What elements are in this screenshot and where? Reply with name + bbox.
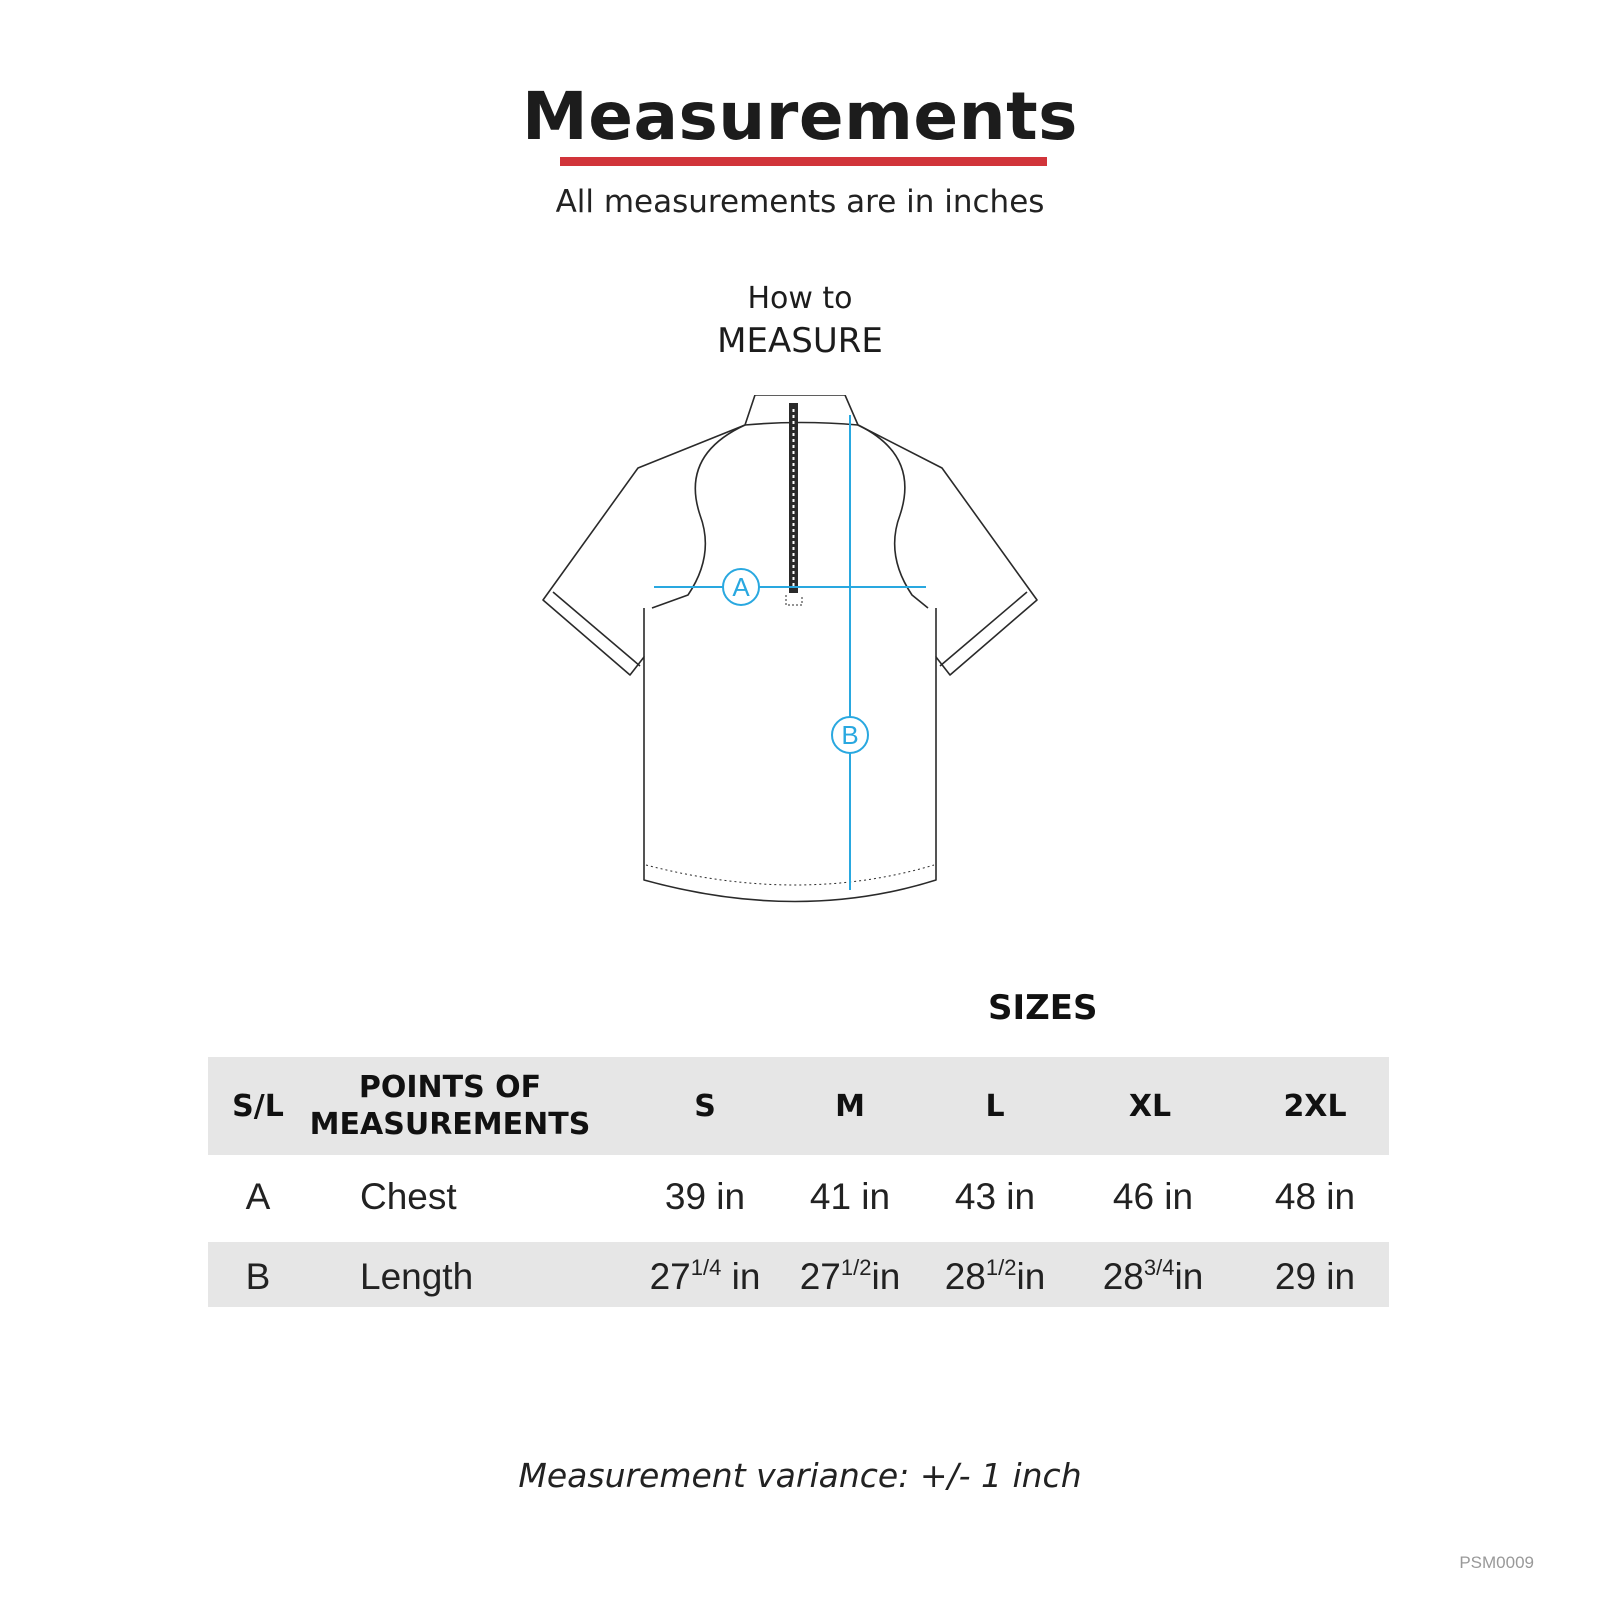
sizes-heading: SIZES [988,988,1098,1028]
row-a-l: 43 in [954,1176,1036,1217]
how-to-measure-heading [0,278,1600,362]
row-b-point: Length [360,1256,474,1297]
col-header-s: S [694,1089,716,1124]
product-code: PSM0009 [1459,1553,1534,1572]
col-header-m: M [835,1089,865,1124]
left-sleeve-cuff [553,592,640,666]
col-header-xl: XL [1128,1089,1172,1124]
page-subtitle: All measurements are in inches [555,184,1045,220]
marker-b [832,717,868,753]
right-sleeve-cuff [940,592,1027,666]
title-underline [560,157,1047,166]
col-header-points-line2: MEASUREMENTS [309,1107,591,1142]
collar-seam [745,423,858,426]
row-b-s: $27^{1/4}$ in [649,1255,761,1297]
row-b-xl: $28^{3/4}in$ [1102,1255,1204,1297]
row-b-l: $28^{1/2}in$ [944,1255,1046,1297]
row-a-s: 39 in [664,1176,746,1217]
row-a-xl: 46 in [1112,1176,1194,1217]
page-title: Measurements [522,78,1078,155]
row-b-id: B [245,1256,271,1297]
row-a-id: A [245,1176,271,1217]
marker-a-label: A [732,572,750,602]
right-raglan-seam [858,425,928,608]
col-header-points [300,1069,600,1143]
placket-stitch [786,595,802,605]
marker-a [723,569,759,605]
col-header-l: L [985,1089,1005,1124]
row-a-m: 41 in [809,1176,891,1217]
row-b-m: $27^{1/2}in$ [799,1255,901,1297]
row-a-2xl: 48 in [1274,1176,1356,1217]
hem-stitch [646,865,934,885]
col-header-sl: S/L [232,1089,284,1124]
zipper [789,403,798,593]
marker-b-label: B [841,720,859,750]
row-b-2xl: 29 in [1274,1256,1356,1297]
how-to-line2: MEASURE [717,321,883,361]
variance-note: Measurement variance: +/- 1 inch [518,1456,1082,1495]
col-header-2xl: 2XL [1283,1089,1347,1124]
col-header-points-line1: POINTS OF [358,1070,542,1105]
how-to-line1: How to [747,281,853,316]
row-a-point: Chest [360,1176,457,1217]
shirt-diagram [540,395,1060,915]
